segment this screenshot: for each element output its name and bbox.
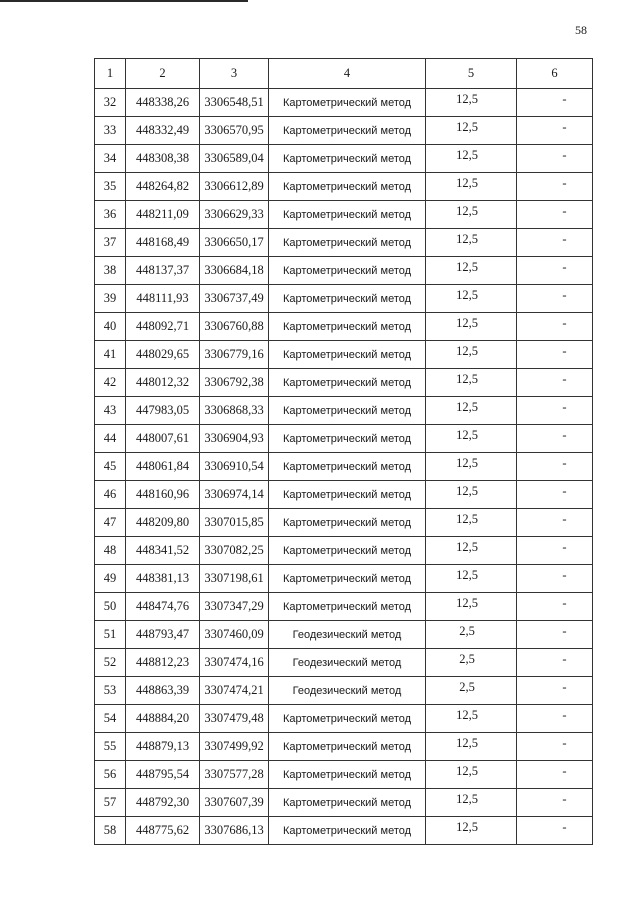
point-number-cell: 51 [95,621,126,649]
point-number-cell: 55 [95,733,126,761]
x-coordinate-cell: 448338,26 [126,89,200,117]
method-cell: Картометрический метод [269,117,426,145]
accuracy-cell [426,761,517,789]
y-coordinate-cell: 3307015,85 [200,509,269,537]
y-coordinate-cell: 3307474,16 [200,649,269,677]
method-cell: Картометрический метод [269,789,426,817]
y-coordinate-cell: 3307607,39 [200,789,269,817]
point-number-cell: 41 [95,341,126,369]
table-row [95,621,593,649]
point-number-cell: 34 [95,145,126,173]
note-cell [517,145,593,173]
note-cell-value: - [562,428,567,442]
table-row [95,397,593,425]
method-cell: Картометрический метод [269,341,426,369]
x-coordinate-cell: 448341,52 [126,537,200,565]
method-cell: Картометрический метод [269,453,426,481]
y-coordinate-cell: 3306548,51 [200,89,269,117]
method-cell: Картометрический метод [269,201,426,229]
note-cell-value: - [562,232,567,246]
accuracy-cell [426,341,517,369]
x-coordinate-cell: 447983,05 [126,397,200,425]
point-number-cell: 58 [95,817,126,845]
note-cell-value: - [562,92,567,106]
method-cell: Картометрический метод [269,89,426,117]
point-number-cell: 33 [95,117,126,145]
x-coordinate-cell: 448879,13 [126,733,200,761]
note-cell-value: - [562,792,567,806]
x-coordinate-cell: 448211,09 [126,201,200,229]
accuracy-cell-value: 2,5 [459,680,475,694]
method-cell: Картометрический метод [269,705,426,733]
method-cell: Картометрический метод [269,173,426,201]
accuracy-cell [426,145,517,173]
y-coordinate-cell: 3307577,28 [200,761,269,789]
accuracy-cell-value: 12,5 [456,792,478,806]
table-row [95,89,593,117]
accuracy-cell [426,593,517,621]
accuracy-cell [426,817,517,845]
note-cell-value: - [562,456,567,470]
accuracy-cell [426,285,517,313]
method-cell: Картометрический метод [269,397,426,425]
table-row [95,145,593,173]
note-cell-value: - [562,260,567,274]
note-cell [517,509,593,537]
accuracy-cell-value: 12,5 [456,512,478,526]
table-row [95,117,593,145]
table-row [95,313,593,341]
accuracy-cell-value: 12,5 [456,596,478,610]
y-coordinate-cell: 3307474,21 [200,677,269,705]
method-cell: Геодезический метод [269,621,426,649]
column-header-3: 3 [200,59,269,89]
y-coordinate-cell: 3306904,93 [200,425,269,453]
table-body [95,89,593,845]
note-cell-value: - [562,652,567,666]
point-number-cell: 44 [95,425,126,453]
column-header-4: 4 [269,59,426,89]
table-row [95,285,593,313]
table-row [95,593,593,621]
method-cell: Картометрический метод [269,425,426,453]
x-coordinate-cell: 448264,82 [126,173,200,201]
table-row [95,789,593,817]
accuracy-cell-value: 12,5 [456,736,478,750]
x-coordinate-cell: 448474,76 [126,593,200,621]
accuracy-cell-value: 12,5 [456,400,478,414]
accuracy-cell [426,173,517,201]
point-number-cell: 32 [95,89,126,117]
table-row [95,649,593,677]
accuracy-cell-value: 12,5 [456,708,478,722]
accuracy-cell [426,453,517,481]
accuracy-cell [426,369,517,397]
point-number-cell: 46 [95,481,126,509]
x-coordinate-cell: 448775,62 [126,817,200,845]
note-cell [517,229,593,257]
point-number-cell: 52 [95,649,126,677]
y-coordinate-cell: 3307347,29 [200,593,269,621]
accuracy-cell [426,257,517,285]
note-cell [517,761,593,789]
accuracy-cell [426,509,517,537]
note-cell [517,341,593,369]
note-cell-value: - [562,820,567,834]
accuracy-cell [426,229,517,257]
accuracy-cell-value: 12,5 [456,484,478,498]
method-cell: Картометрический метод [269,145,426,173]
note-cell [517,89,593,117]
coordinates-table [94,58,593,845]
y-coordinate-cell: 3306737,49 [200,285,269,313]
y-coordinate-cell: 3306570,95 [200,117,269,145]
note-cell [517,565,593,593]
table-row [95,481,593,509]
note-cell [517,257,593,285]
accuracy-cell-value: 12,5 [456,204,478,218]
point-number-cell: 39 [95,285,126,313]
x-coordinate-cell: 448061,84 [126,453,200,481]
method-cell: Картометрический метод [269,817,426,845]
accuracy-cell-value: 2,5 [459,624,475,638]
note-cell [517,817,593,845]
note-cell [517,117,593,145]
point-number-cell: 50 [95,593,126,621]
note-cell-value: - [562,148,567,162]
y-coordinate-cell: 3306779,16 [200,341,269,369]
y-coordinate-cell: 3306910,54 [200,453,269,481]
point-number-cell: 36 [95,201,126,229]
accuracy-cell-value: 12,5 [456,148,478,162]
y-coordinate-cell: 3306792,38 [200,369,269,397]
table-row [95,229,593,257]
x-coordinate-cell: 448792,30 [126,789,200,817]
note-cell [517,397,593,425]
note-cell-value: - [562,372,567,386]
point-number-cell: 43 [95,397,126,425]
accuracy-cell [426,89,517,117]
note-cell-value: - [562,316,567,330]
accuracy-cell [426,537,517,565]
accuracy-cell-value: 12,5 [456,456,478,470]
note-cell-value: - [562,204,567,218]
table-row [95,733,593,761]
accuracy-cell [426,789,517,817]
method-cell: Картометрический метод [269,369,426,397]
point-number-cell: 49 [95,565,126,593]
accuracy-cell [426,705,517,733]
note-cell [517,173,593,201]
note-cell-value: - [562,680,567,694]
accuracy-cell-value: 12,5 [456,260,478,274]
x-coordinate-cell: 448160,96 [126,481,200,509]
method-cell: Картометрический метод [269,761,426,789]
method-cell: Геодезический метод [269,649,426,677]
x-coordinate-cell: 448092,71 [126,313,200,341]
note-cell-value: - [562,512,567,526]
page-number: 58 [575,23,587,37]
table-row [95,509,593,537]
table-row [95,565,593,593]
note-cell-value: - [562,484,567,498]
accuracy-cell [426,649,517,677]
x-coordinate-cell: 448111,93 [126,285,200,313]
method-cell: Картометрический метод [269,509,426,537]
point-number-cell: 53 [95,677,126,705]
y-coordinate-cell: 3306760,88 [200,313,269,341]
table-row [95,341,593,369]
note-cell-value: - [562,288,567,302]
note-cell [517,621,593,649]
table-row [95,425,593,453]
table-row [95,257,593,285]
note-cell-value: - [562,120,567,134]
top-rule [0,0,248,2]
note-cell [517,537,593,565]
x-coordinate-cell: 448137,37 [126,257,200,285]
accuracy-cell [426,733,517,761]
accuracy-cell [426,621,517,649]
y-coordinate-cell: 3306684,18 [200,257,269,285]
note-cell [517,733,593,761]
note-cell [517,285,593,313]
y-coordinate-cell: 3306868,33 [200,397,269,425]
accuracy-cell-value: 2,5 [459,652,475,666]
x-coordinate-cell: 448381,13 [126,565,200,593]
accuracy-cell [426,201,517,229]
point-number-cell: 47 [95,509,126,537]
note-cell [517,593,593,621]
y-coordinate-cell: 3306589,04 [200,145,269,173]
accuracy-cell-value: 12,5 [456,232,478,246]
point-number-cell: 40 [95,313,126,341]
x-coordinate-cell: 448863,39 [126,677,200,705]
accuracy-cell [426,425,517,453]
y-coordinate-cell: 3307686,13 [200,817,269,845]
x-coordinate-cell: 448209,80 [126,509,200,537]
method-cell: Картометрический метод [269,285,426,313]
accuracy-cell-value: 12,5 [456,372,478,386]
point-number-cell: 35 [95,173,126,201]
method-cell: Картометрический метод [269,257,426,285]
note-cell [517,705,593,733]
accuracy-cell-value: 12,5 [456,568,478,582]
x-coordinate-cell: 448812,23 [126,649,200,677]
note-cell-value: - [562,764,567,778]
y-coordinate-cell: 3306629,33 [200,201,269,229]
column-header-2: 2 [126,59,200,89]
note-cell-value: - [562,596,567,610]
point-number-cell: 48 [95,537,126,565]
accuracy-cell [426,677,517,705]
method-cell: Картометрический метод [269,593,426,621]
accuracy-cell [426,313,517,341]
y-coordinate-cell: 3307198,61 [200,565,269,593]
note-cell [517,677,593,705]
y-coordinate-cell: 3307499,92 [200,733,269,761]
note-cell-value: - [562,568,567,582]
table-row [95,705,593,733]
note-cell-value: - [562,176,567,190]
accuracy-cell [426,117,517,145]
y-coordinate-cell: 3306650,17 [200,229,269,257]
note-cell [517,481,593,509]
point-number-cell: 57 [95,789,126,817]
column-header-6: 6 [517,59,593,89]
table-row [95,173,593,201]
y-coordinate-cell: 3307460,09 [200,621,269,649]
point-number-cell: 38 [95,257,126,285]
table-row [95,817,593,845]
method-cell: Картометрический метод [269,537,426,565]
accuracy-cell [426,481,517,509]
x-coordinate-cell: 448168,49 [126,229,200,257]
accuracy-cell-value: 12,5 [456,428,478,442]
x-coordinate-cell: 448795,54 [126,761,200,789]
note-cell-value: - [562,624,567,638]
method-cell: Картометрический метод [269,481,426,509]
y-coordinate-cell: 3307479,48 [200,705,269,733]
note-cell-value: - [562,344,567,358]
accuracy-cell [426,565,517,593]
point-number-cell: 56 [95,761,126,789]
point-number-cell: 42 [95,369,126,397]
table-row [95,537,593,565]
table-row [95,677,593,705]
accuracy-cell-value: 12,5 [456,288,478,302]
accuracy-cell-value: 12,5 [456,120,478,134]
point-number-cell: 37 [95,229,126,257]
note-cell [517,649,593,677]
method-cell: Картометрический метод [269,565,426,593]
x-coordinate-cell: 448308,38 [126,145,200,173]
note-cell-value: - [562,540,567,554]
accuracy-cell-value: 12,5 [456,92,478,106]
table-row [95,453,593,481]
note-cell [517,313,593,341]
method-cell: Картометрический метод [269,313,426,341]
column-header-5: 5 [426,59,517,89]
note-cell [517,453,593,481]
note-cell [517,425,593,453]
accuracy-cell-value: 12,5 [456,540,478,554]
note-cell [517,789,593,817]
accuracy-cell [426,397,517,425]
point-number-cell: 54 [95,705,126,733]
note-cell [517,369,593,397]
table-header-row [95,59,593,89]
table-row [95,201,593,229]
method-cell: Картометрический метод [269,733,426,761]
y-coordinate-cell: 3306612,89 [200,173,269,201]
x-coordinate-cell: 448332,49 [126,117,200,145]
column-header-1: 1 [95,59,126,89]
table-row [95,369,593,397]
accuracy-cell-value: 12,5 [456,764,478,778]
x-coordinate-cell: 448793,47 [126,621,200,649]
x-coordinate-cell: 448007,61 [126,425,200,453]
accuracy-cell-value: 12,5 [456,176,478,190]
table-row [95,761,593,789]
accuracy-cell-value: 12,5 [456,344,478,358]
method-cell: Геодезический метод [269,677,426,705]
x-coordinate-cell: 448012,32 [126,369,200,397]
x-coordinate-cell: 448029,65 [126,341,200,369]
note-cell-value: - [562,708,567,722]
point-number-cell: 45 [95,453,126,481]
y-coordinate-cell: 3306974,14 [200,481,269,509]
note-cell-value: - [562,400,567,414]
accuracy-cell-value: 12,5 [456,316,478,330]
note-cell-value: - [562,736,567,750]
note-cell [517,201,593,229]
accuracy-cell-value: 12,5 [456,820,478,834]
y-coordinate-cell: 3307082,25 [200,537,269,565]
x-coordinate-cell: 448884,20 [126,705,200,733]
method-cell: Картометрический метод [269,229,426,257]
